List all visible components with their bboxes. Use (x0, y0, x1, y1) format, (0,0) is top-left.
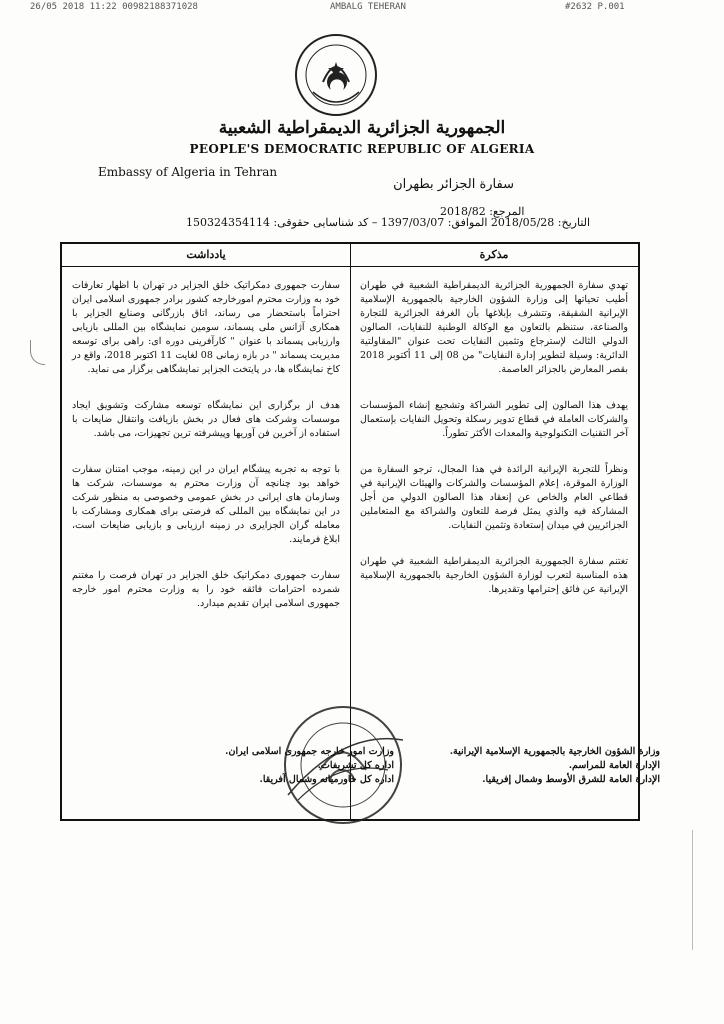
address-line: اداره كل خاورميانه وشمال آفريقا. (259, 774, 394, 785)
persian-paragraph: هدف از برگزاری این نمایشگاه توسعه مشارکت وتشویق ایجاد موسسات وشرکت های فعال در بخش بازیافت وانتقال ضایعات با استفاده از آخرین فن آوریها وپیشرفته ترین تجهیزات، می باشد. (72, 400, 340, 439)
arabic-column-heading: مذكرة (350, 244, 638, 267)
fax-header-center: AMBALG TEHERAN (330, 2, 406, 12)
address-arabic (330, 745, 660, 787)
persian-column-heading: يادداشت (62, 244, 350, 267)
fax-header-left: 26/05 2018 11:22 00982188371028 (30, 2, 198, 12)
algeria-emblem-icon (293, 32, 379, 118)
address-line: الإدارة العامة للشرق الأوسط وشمال إفريقيا. (482, 774, 660, 785)
arabic-paragraph: تغتنم سفارة الجمهورية الجزائرية الديمقراطية الشعبية في طهران هذه المناسبة لتعرب لوزارة الشؤون الخارجية بالجمهورية الإسلامية الإيرانية عن فائق إحترامها وتقديرها. (360, 556, 628, 595)
country-title-english: PEOPLE'S DEMOCRATIC REPUBLIC OF ALGERIA (189, 142, 535, 156)
date-line: التاريخ: 2018/05/28 الموافق: 1397/03/07 – كد شناسايى حقوقى: 150324354114 (186, 216, 591, 229)
reference-number: المرجع: 2018/82 (440, 205, 525, 218)
address-line: اداره كل تشريفات. (317, 760, 394, 771)
country-title-arabic: الجمهورية الجزائرية الديمقراطية الشعبية (218, 118, 506, 138)
address-line: وزارة الشؤون الخارجية بالجمهورية الإسلامية الإيرانية. (449, 746, 660, 757)
embassy-name-english: Embassy of Algeria in Tehran (98, 165, 278, 179)
embassy-name-arabic: سفارة الجزائر بطهران (393, 177, 514, 192)
address-line: الإدارة العامة للمراسم. (568, 760, 660, 771)
persian-paragraph: با توجه به تجربه پیشگام ایران در این زمینه، موجب امتنان سفارت خواهد بود چنانچه آن وزارت محترم به موسسات، شرکت ها وسازمان های ایرانی در بخش عمومی وخصوصی به منظور شرکت در این نمایشگاه بین المللی که فرصتی برای همکاری ومشارکت با معامله گران الجزایری در زمینه ارزیابی و بازیابی ضایعات است، ابلاغ فرمایند. (72, 464, 340, 545)
arabic-paragraph: تهدي سفارة الجمهورية الجزائرية الديمقراطية الشعبية في طهران أطيب تحياتها إلى وزارة الشؤون الخارجية بالجمهورية الإسلامية الإيرانية الشقيقة، وتتشرف بإبلاغها بأن الغرفة الجزائرية للتجارة والصناعة، ستنظم بالتعاون مع الوكالة الوطنية للنفايات، الصالون الدولي الثالث لإسترجاع وتثمين النفايات تحت عنوان "المقاولتية الدائرية: وسيلة لتطوير إدارة النفايات" من 08 إلى 11 أكتوبر 2018 بقصر المعارض بالجزائر العاصمة. (360, 280, 628, 375)
paper-fold-mark (30, 340, 45, 365)
arabic-paragraph: ونظراً للتجربة الإيرانية الرائدة في هذا المجال، ترجو السفارة من الوزارة الموقرة، إعلام المؤسسات والشركات والهيئات الإيرانية في قطاعي العام والخاص عن إنعقاد هذا الصالون الدولي من أجل المشاركة فيه والذي يمثل فرصة للتعاون والشراكة مع المتعاملين الجزائريين في ميدان إستعادة وتثمين النفايات. (360, 464, 628, 531)
fax-header-right: #2632 P.001 (565, 2, 625, 12)
persian-paragraph: سفارت جمهوری دمکراتیک خلق الجزایر در تهران فرصت را مغتنم شمرده احترامات فائقه خود را به وزارت محترم امور خارجه جمهوری اسلامی ایران تقدیم میدارد. (72, 570, 340, 609)
address-line: وزارت امور خارجه جمهوری اسلامی ایران. (225, 746, 394, 757)
arabic-paragraph: يهدف هذا الصالون إلى تطوير الشراكة وتشجيع إنشاء المؤسسات والشركات العاملة في قطاع تدوير رسكلة وتحويل النفايات بإستعمال آخر التقنيات التكنولوجية والمعدات الأكثر تطوراً. (360, 400, 628, 439)
persian-paragraph: سفارت جمهوری دمکراتیک خلق الجزایر در تهران با اظهار تعارفات خود به وزارت محترم امورخارجه کشور برادر جمهوری اسلامی ایران احتراماً باستحضار می رساند، اتاق بازرگانی وصنایع الجزایر با همکاری آژانس ملی پسماند، سومین نمایشگاه بین المللی بازیابی وارزیابی پسماند با عنوان " کارآفرینی دوره ای: راهی برای توسعه مدیریت پسماند " در بازه زمانی 08 لغایت 11 اکتوبر 2018، واقع در کاخ نمایشگاه ها، در پایتخت الجزایر نمایشگاهی برگزار می نماید. (72, 280, 340, 375)
paper-edge-mark (692, 830, 693, 950)
